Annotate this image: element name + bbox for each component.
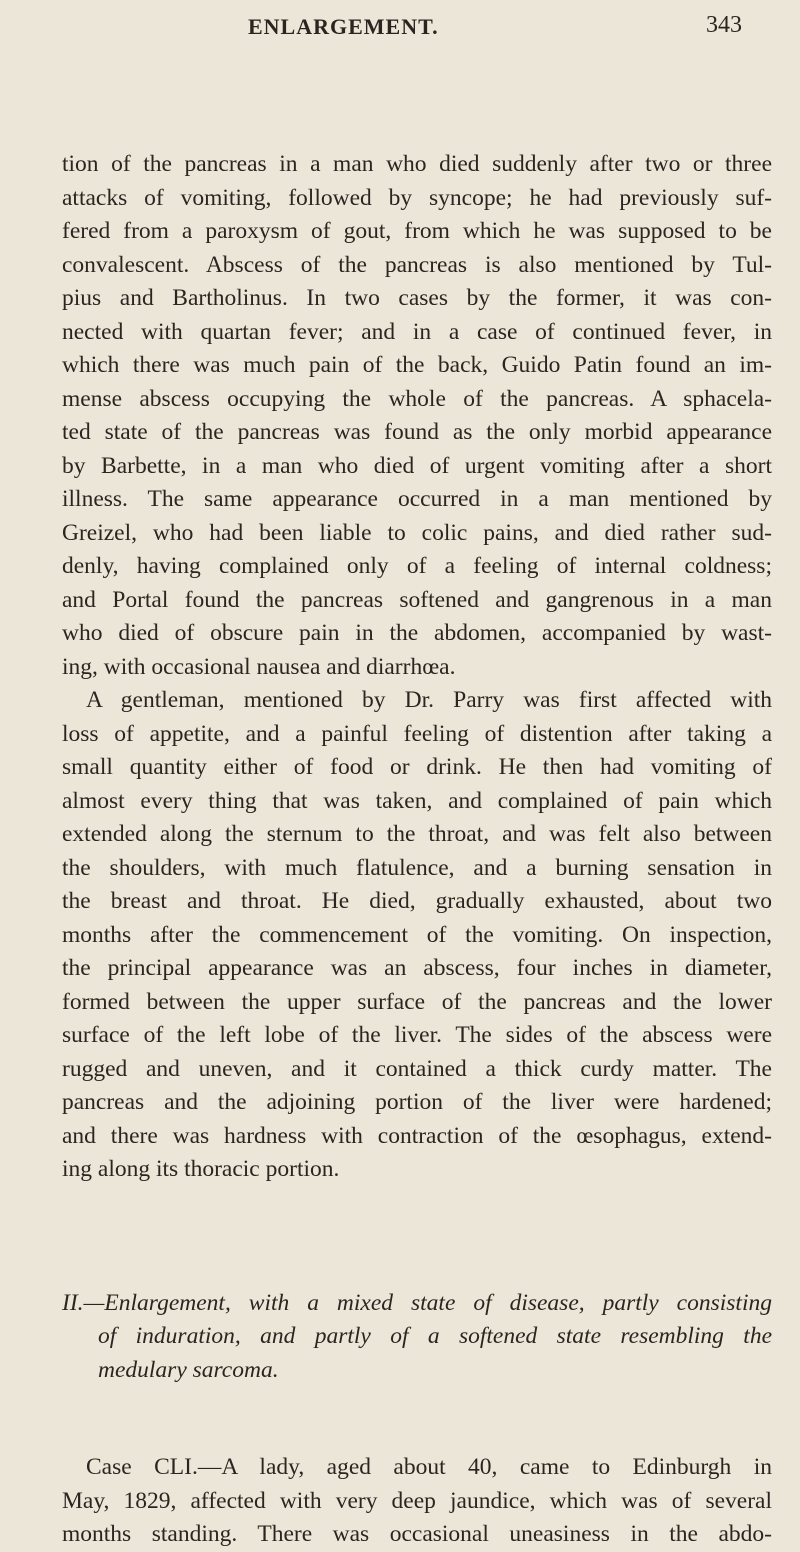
text-line: nected with quartan fever; and in a case of continued fever, in bbox=[62, 318, 772, 345]
text-line: mense abscess occupying the whole of the pancreas. A sphacela- bbox=[62, 385, 772, 412]
text-line: small quantity either of food or drink. He then had vomiting of bbox=[62, 754, 772, 780]
text-line: loss of appetite, and a painful feeling of distention after taking a bbox=[62, 720, 772, 747]
text-line: almost every thing that was taken, and complained of pain which bbox=[62, 787, 772, 814]
text-line: months standing. There was occasional uneasiness in the abdo- bbox=[62, 1521, 772, 1547]
running-header bbox=[0, 8, 800, 42]
text-line: the principal appearance was an abscess, four inches in diameter, bbox=[62, 955, 772, 981]
text-line: convalescent. Abscess of the pancreas is also mentioned by Tul- bbox=[62, 251, 772, 278]
text-line: denly, having complained only of a feeling of internal coldness; bbox=[62, 553, 772, 579]
text-line: formed between the upper surface of the pancreas and the lower bbox=[62, 988, 772, 1015]
page-body bbox=[62, 148, 772, 1552]
text-line: pancreas and the adjoining portion of the liver were hardened; bbox=[62, 1089, 772, 1115]
paragraph-3 bbox=[62, 1451, 772, 1552]
text-line: rugged and uneven, and it contained a thick curdy matter. The bbox=[62, 1055, 772, 1082]
text-line: fered from a paroxysm of gout, from which he was supposed to be bbox=[62, 218, 772, 244]
spacer bbox=[62, 1187, 772, 1287]
text-line: months after the commencement of the vomiting. On inspection, bbox=[62, 921, 772, 948]
text-line: and there was hardness with contraction of the œsophagus, extend- bbox=[62, 1122, 772, 1149]
text-line: A gentleman, mentioned by Dr. Parry was first affected with bbox=[86, 687, 772, 713]
text-line: ing along its thoracic portion. bbox=[62, 1156, 340, 1182]
text-line: ing, with occasional nausea and diarrhœa. bbox=[62, 653, 456, 680]
text-line: May, 1829, affected with very deep jaundice, which was of several bbox=[62, 1487, 772, 1514]
text-line: Greizel, who had been liable to colic pains, and died rather sud- bbox=[62, 519, 772, 546]
text-line: attacks of vomiting, followed by syncope; he had previously suf- bbox=[62, 184, 772, 211]
paragraph-1 bbox=[62, 148, 772, 684]
text-line: and Portal found the pancreas softened and gangrenous in a man bbox=[62, 586, 772, 613]
text-line: illness. The same appearance occurred in a man mentioned by bbox=[62, 486, 772, 512]
text-line: which there was much pain of the back, Guido Patin found an im- bbox=[62, 352, 772, 378]
text-line: the shoulders, with much flatulence, and a burning sensation in bbox=[62, 854, 772, 881]
text-line: who died of obscure pain in the abdomen, accompanied by wast- bbox=[62, 620, 772, 646]
text-line: by Barbette, in a man who died of urgent vomiting after a short bbox=[62, 452, 772, 479]
subheading-line: II.—Enlargement, with a mixed state of disease, partly consisting bbox=[62, 1289, 772, 1316]
section-subheading bbox=[62, 1287, 772, 1388]
text-line: Case CLI.—A lady, aged about 40, came to Edinburgh in bbox=[86, 1454, 772, 1480]
text-line: pius and Bartholinus. In two cases by the former, it was con- bbox=[62, 285, 772, 311]
subheading-line: medulary sarcoma. bbox=[98, 1356, 279, 1383]
text-line: the breast and throat. He died, gradually exhausted, about two bbox=[62, 888, 772, 914]
text-line: tion of the pancreas in a man who died suddenly after two or three bbox=[62, 151, 772, 177]
text-line: ted state of the pancreas was found as the only morbid appearance bbox=[62, 419, 772, 445]
subheading-line: of induration, and partly of a softened state resembling the bbox=[98, 1323, 772, 1349]
spacer bbox=[62, 1387, 772, 1451]
page-number: 343 bbox=[706, 12, 742, 38]
text-line: surface of the left lobe of the liver. The sides of the abscess were bbox=[62, 1022, 772, 1048]
running-title: ENLARGEMENT. bbox=[248, 14, 439, 39]
paragraph-2 bbox=[62, 684, 772, 1187]
text-line: extended along the sternum to the throat, and was felt also between bbox=[62, 821, 772, 847]
